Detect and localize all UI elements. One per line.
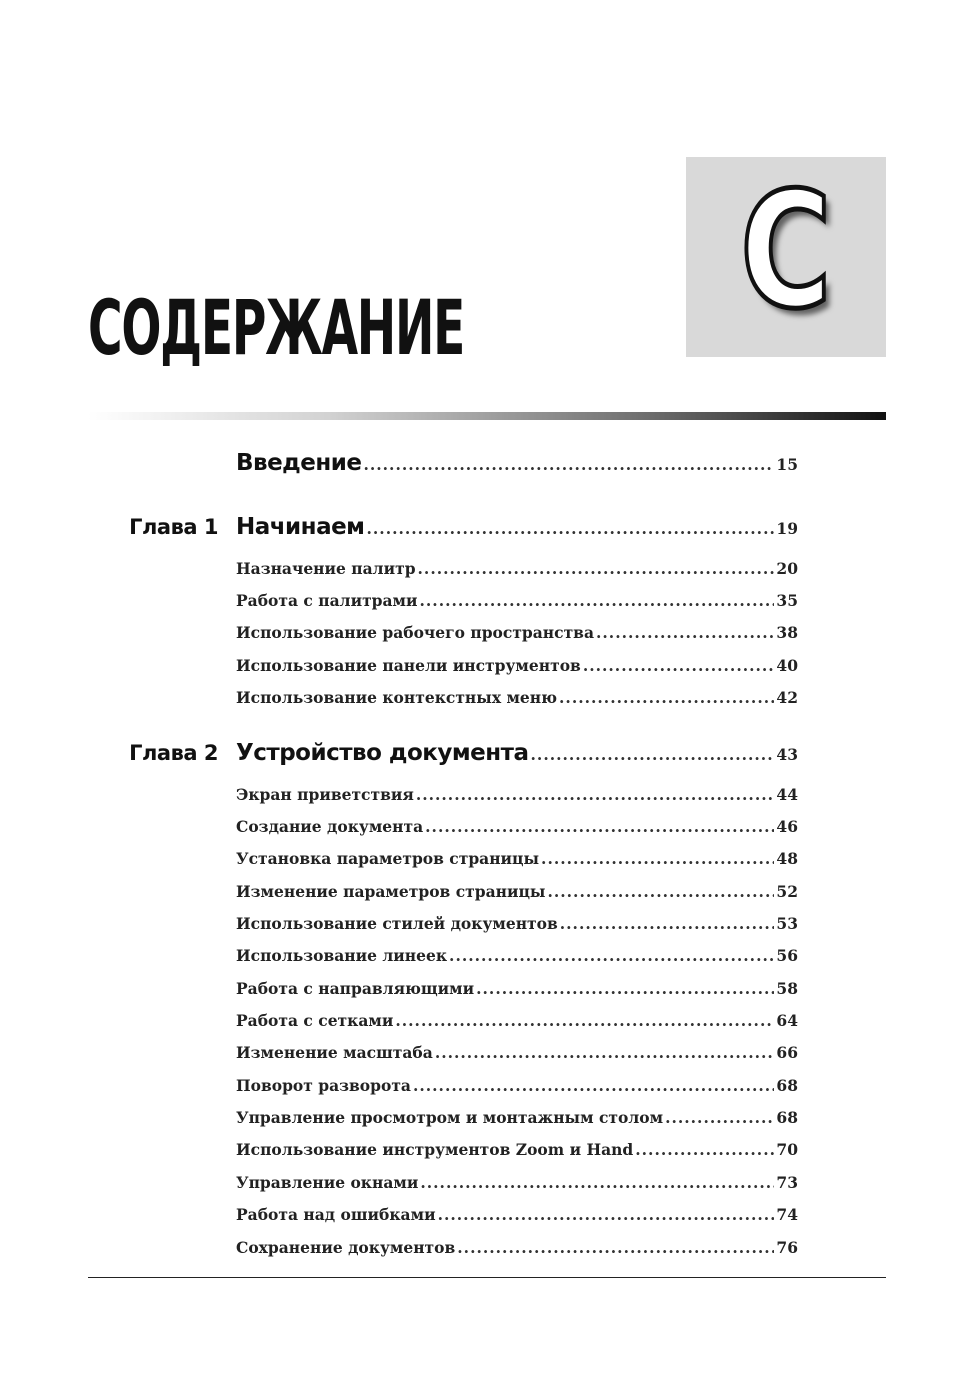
toc-entry-page: 42 [776,688,798,707]
toc-entry-section[interactable] [236,946,798,965]
toc-entry-section[interactable] [236,817,798,836]
toc-entry-label: Работа с направляющими [236,979,475,998]
toc-entry-intro[interactable] [236,450,798,476]
dot-leader [420,1173,774,1192]
toc-entry-section[interactable] [236,688,798,707]
dot-leader [416,785,775,804]
toc-entry-label: Использование панели инструментов [236,656,581,675]
toc-entry-label: Управление окнами [236,1173,419,1192]
toc-entry-page: 53 [776,914,798,933]
toc-entry-label: Начинаем [236,514,365,540]
toc-entry-page: 38 [776,623,798,642]
toc-entry-label: Создание документа [236,817,424,836]
toc-entry-label: Установка параметров страницы [236,849,540,868]
toc-entry-section[interactable] [236,1076,798,1095]
toc-entry-page: 43 [776,745,798,764]
dot-leader [420,591,775,610]
toc-entry-label: Работа с сетками [236,1011,394,1030]
toc-entry-section[interactable] [236,656,798,675]
dot-leader [547,882,774,901]
dot-leader [418,559,775,578]
toc-entry-page: 15 [776,455,798,474]
toc-entry-page: 44 [776,785,798,804]
toc-entry-page: 64 [776,1011,798,1030]
dot-leader [635,1140,774,1159]
dot-leader [413,1076,774,1095]
toc-entry-section[interactable] [236,1043,798,1062]
toc-entry-label: Использование инструментов Zoom и Hand [236,1140,634,1159]
toc-entry-chapter-2[interactable] [236,740,798,766]
toc-entry-label: Сохранение документов [236,1238,456,1257]
toc-entry-page: 70 [776,1140,798,1159]
toc-entry-section[interactable] [236,785,798,804]
dot-leader [541,849,774,868]
appendix-letter-box [686,157,886,357]
toc-entry-label: Работа с палитрами [236,591,418,610]
corner-letter: C [740,157,832,344]
toc-entry-section[interactable] [236,979,798,998]
toc-entry-section[interactable] [236,849,798,868]
toc-entry-page: 35 [776,591,798,610]
toc-entry-label: Управление просмотром и монтажным столом [236,1108,664,1127]
dot-leader [665,1108,774,1127]
dot-leader [425,817,774,836]
toc-entry-page: 40 [776,656,798,675]
toc-entry-page: 68 [776,1108,798,1127]
toc-entry-section[interactable] [236,1238,798,1257]
dot-leader [531,745,775,764]
toc-entry-label: Использование рабочего пространства [236,623,594,642]
toc-entry-label: Использование контекстных меню [236,688,558,707]
toc-entry-page: 68 [776,1076,798,1095]
toc-entry-chapter-1[interactable] [236,514,798,540]
toc-entry-label: Экран приветствия [236,785,414,804]
toc-entry-page: 48 [776,849,798,868]
toc-entry-label: Работа над ошибками [236,1205,436,1224]
dot-leader [457,1238,774,1257]
toc-entry-label: Назначение палитр [236,559,416,578]
dot-leader [476,979,774,998]
dot-leader [438,1205,775,1224]
page-title: СОДЕРЖАНИЕ [88,283,465,372]
dot-leader [583,656,775,675]
toc-entry-section[interactable] [236,623,798,642]
toc-entry-section[interactable] [236,1140,798,1159]
toc-entry-section[interactable] [236,914,798,933]
toc-entry-label: Устройство документа [236,740,529,766]
toc-entry-section[interactable] [236,1205,798,1224]
dot-leader [449,946,774,965]
toc-entry-label: Изменение параметров страницы [236,882,546,901]
toc-entry-section[interactable] [236,1173,798,1192]
dot-leader [367,519,775,538]
dot-leader [559,688,774,707]
chapter-1-number: Глава 1 [129,515,218,539]
toc-entry-section[interactable] [236,1011,798,1030]
toc-entry-page: 76 [776,1238,798,1257]
toc-entry-page: 19 [776,519,798,538]
toc-entry-label: Использование стилей документов [236,914,558,933]
toc-entry-section[interactable] [236,882,798,901]
header-divider [88,412,886,420]
toc-entry-section[interactable] [236,559,798,578]
dot-leader [363,455,774,474]
dot-leader [560,914,775,933]
toc-entry-label: Введение [236,450,362,476]
toc-entry-page: 56 [776,946,798,965]
toc-entry-page: 52 [776,882,798,901]
toc-entry-page: 66 [776,1043,798,1062]
dot-leader [596,623,774,642]
toc-entry-page: 20 [776,559,798,578]
toc-entry-section[interactable] [236,591,798,610]
toc-entry-label: Изменение масштаба [236,1043,433,1062]
dot-leader [435,1043,775,1062]
dot-leader [395,1011,774,1030]
toc-entry-page: 46 [776,817,798,836]
toc-entry-page: 73 [776,1173,798,1192]
toc-entry-label: Использование линеек [236,946,448,965]
toc-entry-page: 58 [776,979,798,998]
chapter-2-number: Глава 2 [129,741,218,765]
footer-divider [88,1277,886,1278]
toc-entry-page: 74 [776,1205,798,1224]
toc-entry-section[interactable] [236,1108,798,1127]
toc-entry-label: Поворот разворота [236,1076,411,1095]
